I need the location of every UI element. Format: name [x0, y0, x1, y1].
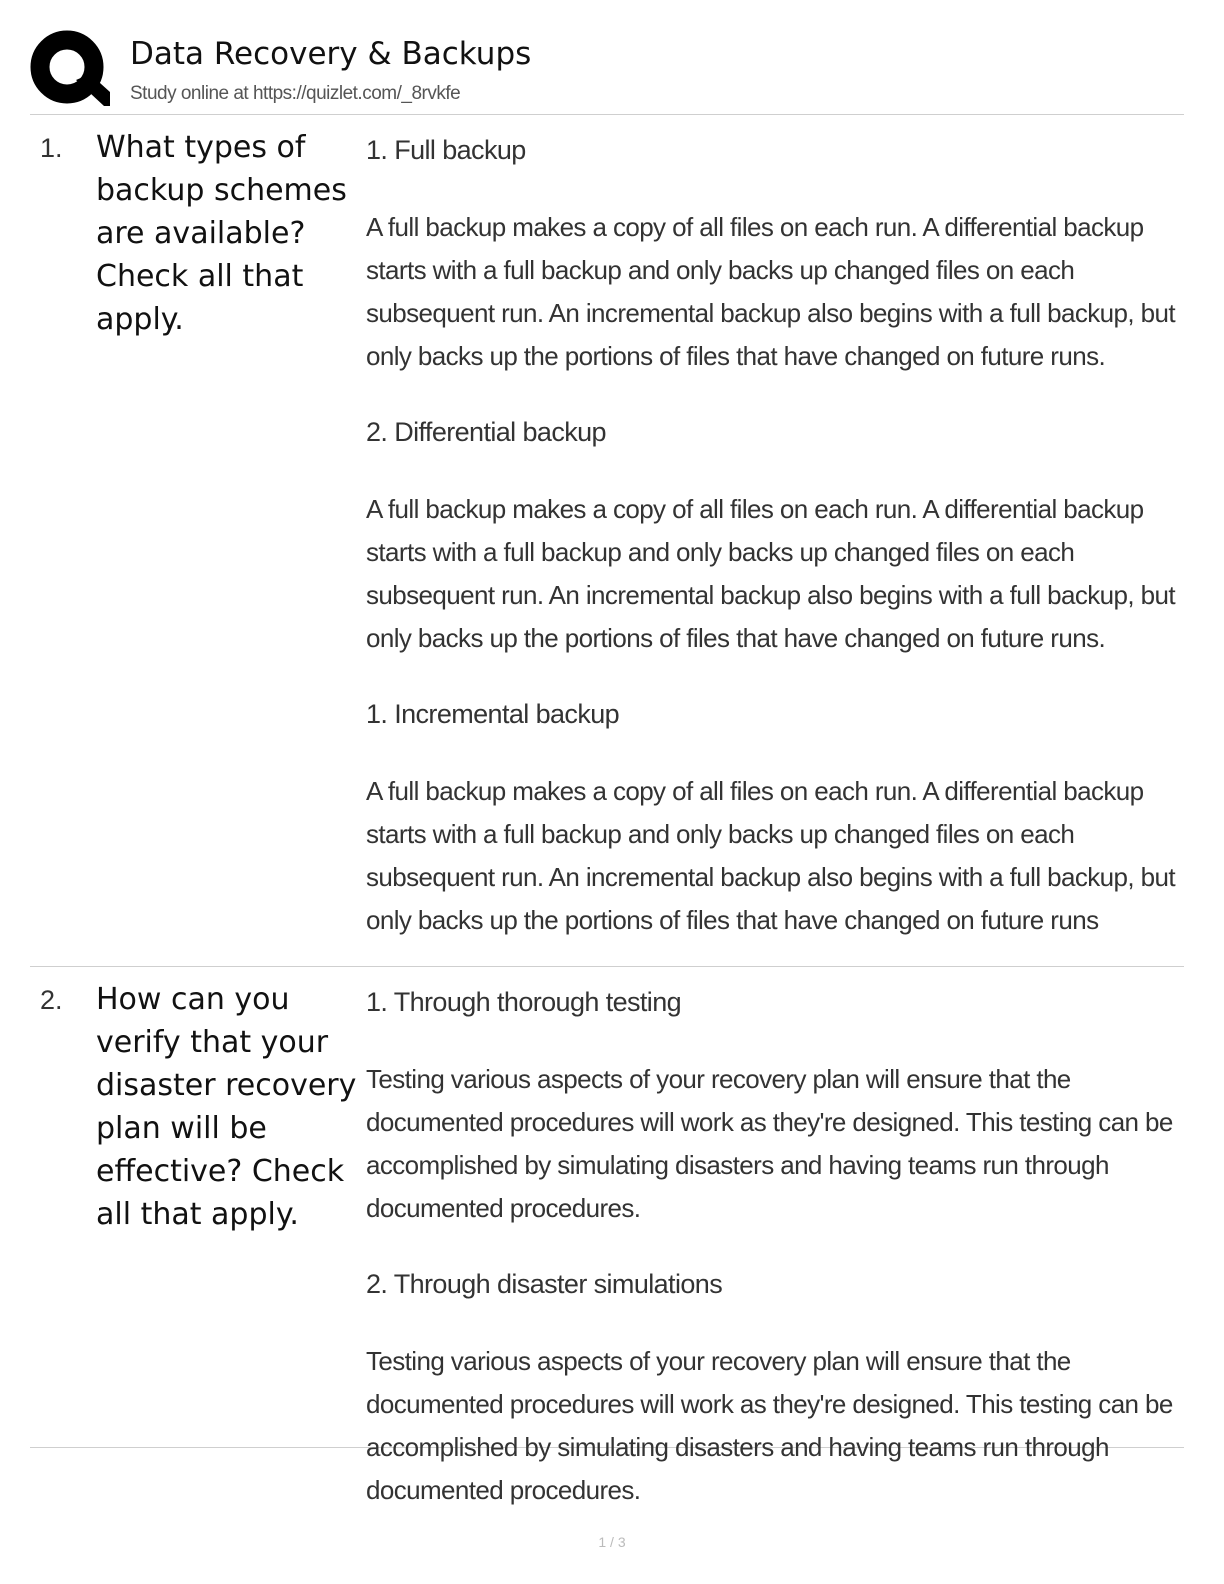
document-title: Data Recovery & Backups	[130, 36, 532, 72]
answer-explanation: A full backup makes a copy of all files on each run. A differential backup starts with a full backup and only backs up changed files on each subsequent run. An incremental backup also begins with a full backup, but only backs up the portions of files that have changed on future runs.	[366, 212, 1175, 371]
answer-option: 1. Incremental backup	[366, 699, 620, 729]
flashcard	[30, 116, 1184, 967]
answer-explanation: Testing various aspects of your recovery plan will ensure that the documented procedures will work as they're designed. This testing can be accomplished by simulating disasters and having teams run through documented procedures.	[366, 1346, 1173, 1505]
card-number: 1.	[40, 133, 63, 163]
answer-option: 1. Full backup	[366, 135, 526, 165]
card-question: How can you verify that your disaster recovery plan will be effective? Check all that apply.	[96, 982, 357, 1232]
page-header	[30, 30, 1184, 115]
page-number: 1 / 3	[598, 1534, 626, 1550]
card-number: 2.	[40, 985, 63, 1015]
answer-explanation: Testing various aspects of your recovery plan will ensure that the documented procedures will work as they're designed. This testing can be accomplished by simulating disasters and having teams run through documented procedures.	[366, 1064, 1173, 1223]
card-question: What types of backup schemes are available? Check all that apply.	[96, 130, 347, 337]
answer-option: 2. Differential backup	[366, 417, 606, 447]
study-online-link[interactable]: Study online at https://quizlet.com/_8rvkfe	[130, 83, 461, 104]
answer-explanation: A full backup makes a copy of all files on each run. A differential backup starts with a full backup and only backs up changed files on each subsequent run. An incremental backup also begins with a full backup, but only backs up the portions of files that have changed on future runs.	[366, 494, 1175, 653]
answer-option: 1. Through thorough testing	[366, 987, 682, 1017]
card-answer	[366, 982, 1178, 1512]
answer-option: 2. Through disaster simulations	[366, 1269, 723, 1299]
quizlet-logo-icon	[30, 30, 110, 108]
flashcard	[30, 968, 1184, 1505]
answer-explanation: A full backup makes a copy of all files on each run. A differential backup starts with a full backup and only backs up changed files on each subsequent run. An incremental backup also begins with a full backup, but only backs up the portions of files that have changed on future runs	[366, 776, 1175, 935]
card-answer	[366, 130, 1178, 942]
